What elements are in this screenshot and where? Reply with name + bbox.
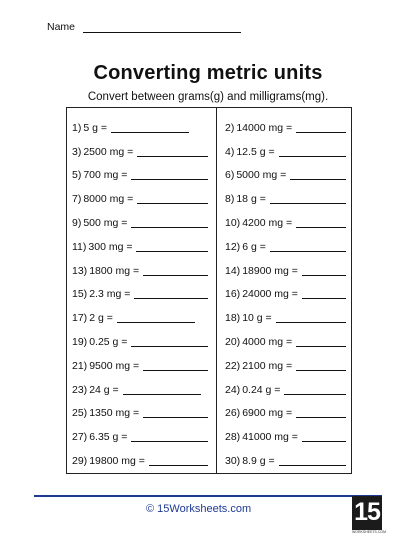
question-number: 14): [225, 264, 241, 277]
question-text: 10 g =: [242, 312, 272, 325]
answer-blank[interactable]: [134, 289, 208, 299]
question-text: 4000 mg =: [242, 336, 293, 349]
answer-blank[interactable]: [131, 337, 208, 347]
answer-blank[interactable]: [270, 194, 346, 204]
question-number: 9): [72, 217, 82, 230]
answer-blank[interactable]: [296, 408, 346, 418]
answer-blank[interactable]: [143, 361, 208, 371]
name-blank-line[interactable]: [83, 23, 241, 33]
answer-blank[interactable]: [279, 456, 346, 466]
question-text: 14000 mg =: [236, 121, 293, 134]
answer-blank[interactable]: [123, 385, 201, 395]
answer-blank[interactable]: [131, 170, 208, 180]
question-item: [72, 283, 212, 307]
question-text: 24000 mg =: [242, 288, 298, 301]
question-text: 4200 mg =: [242, 217, 293, 230]
question-item: [225, 164, 350, 188]
question-number: 7): [72, 193, 82, 206]
question-text: 5000 mg =: [236, 169, 287, 182]
answer-blank[interactable]: [137, 194, 208, 204]
question-item: [225, 306, 350, 330]
question-text: 9500 mg =: [89, 359, 140, 372]
questions-box: [66, 107, 352, 474]
question-item: [225, 235, 350, 259]
question-text: 500 mg =: [83, 217, 128, 230]
question-item: [72, 187, 212, 211]
answer-blank[interactable]: [279, 147, 346, 157]
question-item: [225, 378, 350, 402]
questions-right-column: [225, 116, 350, 473]
question-number: 30): [225, 455, 241, 468]
question-number: 18): [225, 312, 241, 325]
question-text: 0.24 g =: [242, 383, 281, 396]
footer-divider: [34, 495, 382, 497]
question-text: 700 mg =: [83, 169, 128, 182]
answer-blank[interactable]: [276, 313, 346, 323]
question-item: [72, 211, 212, 235]
answer-blank[interactable]: [143, 408, 208, 418]
worksheet-instructions: Convert between grams(g) and milligrams(mg).: [87, 91, 329, 103]
question-item: [72, 164, 212, 188]
question-number: 19): [72, 336, 88, 349]
question-number: 20): [225, 336, 241, 349]
question-text: 18900 mg =: [242, 264, 298, 277]
question-item: [72, 330, 212, 354]
question-item: [225, 116, 350, 140]
question-text: 1800 mg =: [89, 264, 140, 277]
question-text: 2500 mg =: [83, 145, 134, 158]
answer-blank[interactable]: [296, 218, 346, 228]
question-item: [72, 259, 212, 283]
question-number: 27): [72, 431, 88, 444]
question-item: [225, 187, 350, 211]
question-text: 5 g =: [83, 121, 107, 134]
question-number: 3): [72, 145, 82, 158]
question-text: 6900 mg =: [242, 407, 293, 420]
name-label: Name: [47, 21, 76, 33]
question-text: 1350 mg =: [89, 407, 140, 420]
worksheets-logo-subtext: WORKSHEETS.COM: [352, 530, 387, 534]
question-number: 1): [72, 121, 82, 134]
question-item: [72, 306, 212, 330]
question-number: 29): [72, 455, 88, 468]
question-number: 28): [225, 431, 241, 444]
question-item: [225, 211, 350, 235]
question-text: 6 g =: [242, 240, 266, 253]
question-number: 4): [225, 145, 235, 158]
question-number: 15): [72, 288, 88, 301]
question-text: 8000 mg =: [83, 193, 134, 206]
question-item: [225, 402, 350, 426]
question-number: 11): [72, 240, 87, 253]
question-item: [72, 116, 212, 140]
answer-blank[interactable]: [117, 313, 195, 323]
question-number: 21): [72, 359, 88, 372]
question-item: [72, 402, 212, 426]
question-item: [72, 140, 212, 164]
question-text: 8.9 g =: [242, 455, 275, 468]
question-item: [225, 283, 350, 307]
answer-blank[interactable]: [296, 361, 346, 371]
question-item: [225, 449, 350, 473]
question-number: 24): [225, 383, 241, 396]
question-number: 12): [225, 240, 241, 253]
worksheets-logo: 15: [352, 496, 382, 530]
question-text: 300 mg =: [88, 240, 133, 253]
question-number: 17): [72, 312, 88, 325]
name-row: [47, 21, 241, 33]
question-number: 8): [225, 193, 235, 206]
answer-blank[interactable]: [302, 289, 346, 299]
question-text: 41000 mg =: [242, 431, 298, 444]
question-item: [72, 354, 212, 378]
answer-blank[interactable]: [137, 147, 208, 157]
question-number: 6): [225, 169, 235, 182]
question-item: [72, 425, 212, 449]
question-text: 2.3 mg =: [89, 288, 131, 301]
question-text: 19800 mg =: [89, 455, 145, 468]
question-item: [225, 425, 350, 449]
question-text: 2100 mg =: [242, 359, 293, 372]
question-number: 10): [225, 217, 241, 230]
question-item: [225, 259, 350, 283]
answer-blank[interactable]: [290, 170, 346, 180]
questions-left-column: [72, 116, 212, 473]
question-number: 25): [72, 407, 88, 420]
question-number: 2): [225, 121, 235, 134]
question-text: 0.25 g =: [89, 336, 128, 349]
question-number: 22): [225, 359, 241, 372]
answer-blank[interactable]: [111, 123, 189, 133]
answer-blank[interactable]: [284, 385, 346, 395]
question-number: 23): [72, 383, 88, 396]
question-number: 16): [225, 288, 241, 301]
question-number: 13): [72, 264, 88, 277]
question-text: 24 g =: [89, 383, 119, 396]
footer-copyright[interactable]: © 15Worksheets.com: [146, 503, 252, 515]
answer-blank[interactable]: [131, 218, 208, 228]
question-item: [225, 330, 350, 354]
question-item: [225, 140, 350, 164]
question-number: 26): [225, 407, 241, 420]
answer-blank[interactable]: [296, 123, 346, 133]
question-item: [72, 378, 212, 402]
answer-blank[interactable]: [270, 242, 346, 252]
answer-blank[interactable]: [136, 242, 208, 252]
answer-blank[interactable]: [131, 432, 208, 442]
answer-blank[interactable]: [296, 337, 346, 347]
question-item: [72, 235, 212, 259]
column-divider: [216, 108, 217, 473]
worksheet-title: Converting metric units: [93, 62, 323, 84]
question-text: 18 g =: [236, 193, 266, 206]
answer-blank[interactable]: [302, 266, 346, 276]
answer-blank[interactable]: [302, 432, 346, 442]
answer-blank[interactable]: [143, 266, 208, 276]
question-text: 6.35 g =: [89, 431, 128, 444]
question-text: 12.5 g =: [236, 145, 275, 158]
question-item: [225, 354, 350, 378]
question-text: 2 g =: [89, 312, 113, 325]
question-item: [72, 449, 212, 473]
answer-blank[interactable]: [149, 456, 208, 466]
question-number: 5): [72, 169, 82, 182]
